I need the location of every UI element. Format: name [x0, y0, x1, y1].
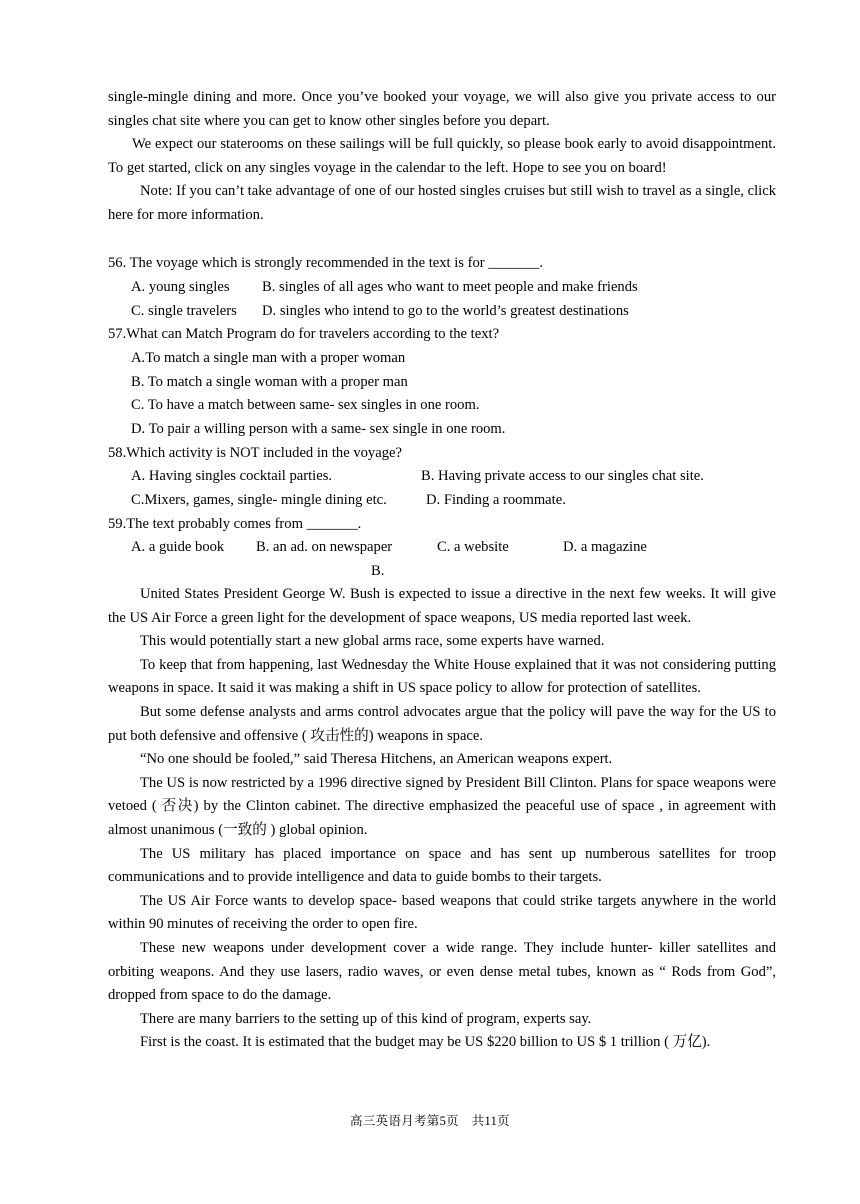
question-58-option-c: C.Mixers, games, single- mingle dining etc.	[131, 492, 387, 508]
passage-b-paragraph: “No one should be fooled,” said Theresa Hitchens, an American weapons expert.	[140, 751, 613, 768]
passage-b-paragraph: This would potentially start a new global arms race, some experts have warned.	[140, 633, 605, 650]
question-58-stem: 58.Which activity is NOT included in the voyage?	[108, 445, 402, 461]
question-56-option-b: B. singles of all ages who want to meet people and make friends	[262, 279, 638, 295]
passage-b-paragraph: First is the coast. It is estimated that the budget may be US $220 billion to US $ 1 trillion ( 万亿).	[140, 1034, 711, 1051]
question-57-stem: 57.What can Match Program do for travelers according to the text?	[108, 326, 500, 342]
passage-b-paragraph: The US military has placed importance on space and has sent up numberous satellites for troop communications and to provide intelligence and data to guide bombs to their targets.	[108, 845, 776, 886]
passage-b-paragraph: The US is now restricted by a 1996 directive signed by President Bill Clinton. Plans for space weapons were vetoed ( 否决) by the Clinton cabinet. The directive emphasized the peaceful use of space , in agreement with almost unanimous (一致的 ) global opinion.	[108, 774, 776, 838]
question-59-option-c: C. a website	[437, 539, 509, 555]
question-59-stem: 59.The text probably comes from _______.	[108, 516, 362, 532]
passage-a-paragraph: We expect our staterooms on these sailings will be full quickly, so please book early to avoid disappointment. To get started, click on any singles voyage in the calendar to the left. Hope to see you on board!	[108, 136, 776, 176]
passage-b-paragraph: There are many barriers to the setting up of this kind of program, experts say.	[140, 1010, 592, 1027]
passage-b-paragraph: These new weapons under development cover a wide range. They include hunter- killer satellites and orbiting weapons. And they use lasers, radio waves, or even dense metal tubes, known as “ Rods from God”, dropped from space to do the damage.	[108, 939, 776, 1004]
passage-b	[108, 583, 776, 1055]
section-b-heading: B.	[371, 563, 385, 579]
question-59-option-d: D. a magazine	[563, 539, 647, 555]
question-58-option-a: A. Having singles cocktail parties.	[131, 468, 333, 484]
question-56-option-a: A. young singles	[131, 279, 230, 295]
question-58-option-b: B. Having private access to our singles chat site.	[421, 468, 704, 484]
passage-b-paragraph: To keep that from happening, last Wednesday the White House explained that it was not considering putting weapons in space. It said it was making a shift in US space policy to allow for protection of satellites.	[108, 656, 776, 697]
page-footer: 高三英语月考第5页 共11页	[350, 1114, 510, 1128]
question-56-option-d: D. singles who intend to go to the world’s greatest destinations	[262, 303, 629, 319]
passage-a-note: Note: If you can’t take advantage of one of our hosted singles cruises but still wish to travel as a single, click here for more information.	[108, 183, 776, 223]
question-57-option-c: C. To have a match between same- sex singles in one room.	[131, 397, 480, 413]
question-56-stem: 56. The voyage which is strongly recommended in the text is for _______.	[108, 255, 544, 271]
passage-a-tail	[108, 86, 776, 228]
question-58-option-d: D. Finding a roommate.	[426, 492, 566, 508]
passage-b-paragraph: But some defense analysts and arms control advocates argue that the policy will pave the way for the US to put both defensive and offensive ( 攻击性的) weapons in space.	[108, 703, 776, 744]
question-59-option-a: A. a guide book	[131, 539, 225, 555]
question-59-option-b: B. an ad. on newspaper	[256, 539, 393, 555]
question-57-option-d: D. To pair a willing person with a same- sex single in one room.	[131, 421, 506, 437]
passage-b-paragraph: United States President George W. Bush is expected to issue a directive in the next few weeks. It will give the US Air Force a green light for the development of space weapons, US media reported last week.	[108, 586, 776, 626]
passage-b-paragraph: The US Air Force wants to develop space- based weapons that could strike targets anywhere in the world within 90 minutes of receiving the order to open fire.	[108, 892, 776, 933]
passage-a-paragraph: single-mingle dining and more. Once you’ve booked your voyage, we will also give you private access to our singles chat site where you can get to know other singles before you depart.	[108, 89, 776, 129]
question-57-option-a: A.To match a single man with a proper woman	[131, 350, 406, 366]
question-56-option-c: C. single travelers	[131, 303, 237, 319]
question-57-option-b: B. To match a single woman with a proper man	[131, 374, 408, 390]
